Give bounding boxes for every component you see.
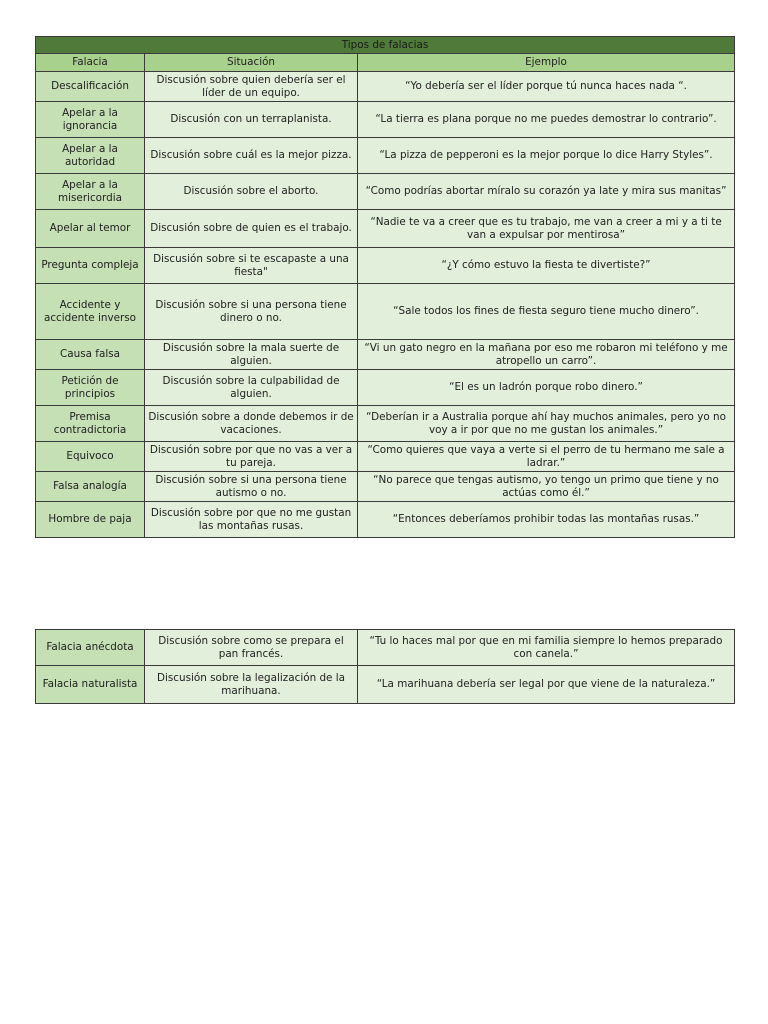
situation-cell: Discusión sobre por que no vas a ver a tu pareja. — [145, 442, 358, 472]
example-cell: “Nadie te va a creer que es tu trabajo, me van a creer a mi y a ti te van a expulsar por mentirosa” — [358, 210, 735, 248]
fallacy-name-cell: Apelar a la misericordia — [36, 174, 145, 210]
example-cell: “La pizza de pepperoni es la mejor porque lo dice Harry Styles”. — [358, 138, 735, 174]
table-row — [36, 138, 735, 174]
fallacy-name-cell: Falsa analogía — [36, 472, 145, 502]
table-header-row — [36, 54, 735, 72]
example-cell: “El es un ladrón porque robo dinero.” — [358, 370, 735, 406]
fallacy-name-cell: Equivoco — [36, 442, 145, 472]
situation-cell: Discusión sobre quien debería ser el líder de un equipo. — [145, 72, 358, 102]
header-falacia: Falacia — [36, 54, 145, 72]
table-row — [36, 630, 735, 666]
fallacy-name-cell: Accidente y accidente inverso — [36, 284, 145, 340]
fallacy-name-cell: Apelar a la autoridad — [36, 138, 145, 174]
table-row — [36, 442, 735, 472]
situation-cell: Discusión sobre el aborto. — [145, 174, 358, 210]
table-row — [36, 174, 735, 210]
fallacy-name-cell: Pregunta compleja — [36, 248, 145, 284]
table-title-row — [36, 37, 735, 54]
fallacy-name-cell: Premisa contradictoria — [36, 406, 145, 442]
situation-cell: Discusión sobre si una persona tiene dinero o no. — [145, 284, 358, 340]
table-row — [36, 102, 735, 138]
table-row — [36, 210, 735, 248]
example-cell: “Entonces deberíamos prohibir todas las montañas rusas.” — [358, 502, 735, 538]
situation-cell: Discusión con un terraplanista. — [145, 102, 358, 138]
situation-cell: Discusión sobre la culpabilidad de alguien. — [145, 370, 358, 406]
fallacy-name-cell: Falacia anécdota — [36, 630, 145, 666]
situation-cell: Discusión sobre cuál es la mejor pizza. — [145, 138, 358, 174]
table-row — [36, 370, 735, 406]
example-cell: “Yo debería ser el líder porque tú nunca haces nada “. — [358, 72, 735, 102]
situation-cell: Discusión sobre la legalización de la marihuana. — [145, 666, 358, 704]
example-cell: “Vi un gato negro en la mañana por eso me robaron mi teléfono y me atropello un carro”. — [358, 340, 735, 370]
table-body — [36, 72, 735, 538]
table-row — [36, 284, 735, 340]
example-cell: “Sale todos los fines de fiesta seguro tiene mucho dinero”. — [358, 284, 735, 340]
fallacy-name-cell: Hombre de paja — [36, 502, 145, 538]
table-row — [36, 340, 735, 370]
extra-table-body — [36, 630, 735, 704]
header-situacion: Situación — [145, 54, 358, 72]
example-cell: “No parece que tengas autismo, yo tengo un primo que tiene y no actúas como él.” — [358, 472, 735, 502]
fallacy-name-cell: Apelar al temor — [36, 210, 145, 248]
table-title: Tipos de falacias — [36, 37, 735, 54]
fallacy-name-cell: Falacia naturalista — [36, 666, 145, 704]
table-row — [36, 472, 735, 502]
fallacy-name-cell: Descalificación — [36, 72, 145, 102]
fallacies-table — [35, 36, 735, 538]
table-row — [36, 248, 735, 284]
fallacy-name-cell: Petición de principios — [36, 370, 145, 406]
situation-cell: Discusión sobre si te escapaste a una fiesta" — [145, 248, 358, 284]
table-row — [36, 666, 735, 704]
table-row — [36, 502, 735, 538]
table-row — [36, 72, 735, 102]
fallacy-name-cell: Apelar a la ignorancia — [36, 102, 145, 138]
header-ejemplo: Ejemplo — [358, 54, 735, 72]
example-cell: “Tu lo haces mal por que en mi familia siempre lo hemos preparado con canela.” — [358, 630, 735, 666]
situation-cell: Discusión sobre por que no me gustan las montañas rusas. — [145, 502, 358, 538]
example-cell: “La marihuana debería ser legal por que viene de la naturaleza.” — [358, 666, 735, 704]
situation-cell: Discusión sobre de quien es el trabajo. — [145, 210, 358, 248]
example-cell: “La tierra es plana porque no me puedes demostrar lo contrario”. — [358, 102, 735, 138]
example-cell: “Como podrías abortar míralo su corazón ya late y mira sus manitas” — [358, 174, 735, 210]
example-cell: “¿Y cómo estuvo la fiesta te divertiste?” — [358, 248, 735, 284]
table-row — [36, 406, 735, 442]
situation-cell: Discusión sobre a donde debemos ir de vacaciones. — [145, 406, 358, 442]
situation-cell: Discusión sobre la mala suerte de alguien. — [145, 340, 358, 370]
example-cell: “Deberían ir a Australia porque ahí hay muchos animales, pero yo no voy a ir por que no me gustan los animales.” — [358, 406, 735, 442]
extra-fallacies-table — [35, 629, 735, 704]
fallacy-name-cell: Causa falsa — [36, 340, 145, 370]
situation-cell: Discusión sobre como se prepara el pan francés. — [145, 630, 358, 666]
situation-cell: Discusión sobre si una persona tiene autismo o no. — [145, 472, 358, 502]
example-cell: “Como quieres que vaya a verte si el perro de tu hermano me sale a ladrar.” — [358, 442, 735, 472]
